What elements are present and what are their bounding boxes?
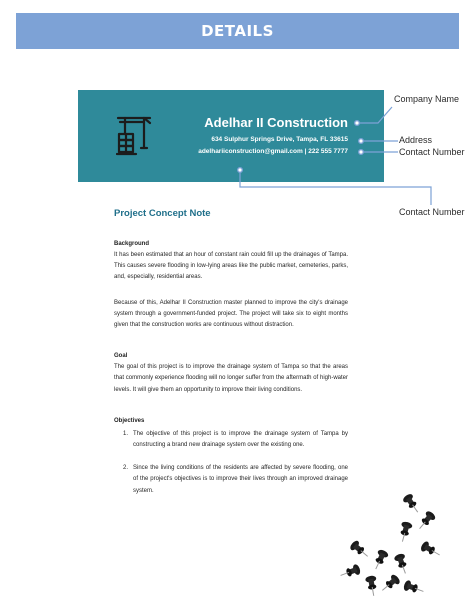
goal-paragraph: The goal of this project is to improve the drainage system of Tampa so that the areas that commonly experience flooding will no longer suffer from the aftermath of high-water levels. It will give them an opportunity to improve their living conditions. — [114, 364, 348, 393]
objective-text: The objective of this project is to improve the drainage system of Tampa by constructing a brand new drainage system over the existing one. — [133, 430, 348, 449]
pushpin-icon — [379, 573, 402, 594]
background-paragraph-1: It has been estimated that an hour of constant rain could fill up the drainages of Tampa. This causes severe flooding in low-lying areas like the public market, cemeteries, parks, and, especially, residential areas. — [114, 252, 348, 281]
objectives-heading: Objectives — [114, 417, 145, 424]
details-title: DETAILS — [201, 22, 274, 40]
callout-label-contact-number: Contact Number — [399, 147, 465, 157]
callout-label-address: Address — [399, 135, 433, 145]
company-name: Adelhar II Construction — [204, 115, 348, 130]
document-header — [78, 90, 384, 182]
pushpin-icon — [371, 548, 390, 571]
pushpin-icon — [393, 553, 410, 576]
objective-item — [114, 463, 348, 497]
callout-label-company-name: Company Name — [394, 94, 460, 104]
background-paragraph-2: Because of this, Adelhar II Construction master planned to improve the city's drainage system through a government-funded project. The project will take six to eight months given that the construction works are continuous without distraction. — [114, 299, 348, 329]
pushpins-decoration — [330, 488, 450, 606]
pushpin-icon — [397, 521, 413, 543]
pushpin-icon — [365, 575, 379, 597]
callout-label-contact-number-2: Contact Number — [399, 207, 465, 217]
objective-item — [114, 429, 348, 451]
objective-number: 1. — [123, 430, 129, 437]
document-title: Project Concept Note — [114, 208, 211, 219]
pushpin-icon — [403, 579, 426, 596]
objective-number: 2. — [123, 465, 129, 472]
background-heading: Background — [114, 241, 150, 247]
crane-logo-icon — [116, 112, 154, 158]
document-body — [114, 208, 348, 509]
pushpin-icon — [419, 540, 442, 560]
pushpin-icon — [402, 492, 423, 515]
objectives-list — [114, 429, 348, 497]
pushpin-icon — [349, 539, 372, 560]
pushpin-icon — [339, 563, 362, 580]
objective-text: Since the living conditions of the residents are affected by severe flooding, one of the project's objectives is to improve their lives through an improved drainage system. — [133, 465, 348, 494]
details-banner — [16, 13, 459, 49]
company-address: 634 Sulphur Springs Drive, Tampa, FL 33615 — [211, 136, 348, 143]
company-contact: adelhariiconstruction@gmail.com | 222 555 7777 — [198, 148, 348, 155]
goal-heading: Goal — [114, 353, 128, 360]
pushpin-icon — [415, 510, 436, 533]
